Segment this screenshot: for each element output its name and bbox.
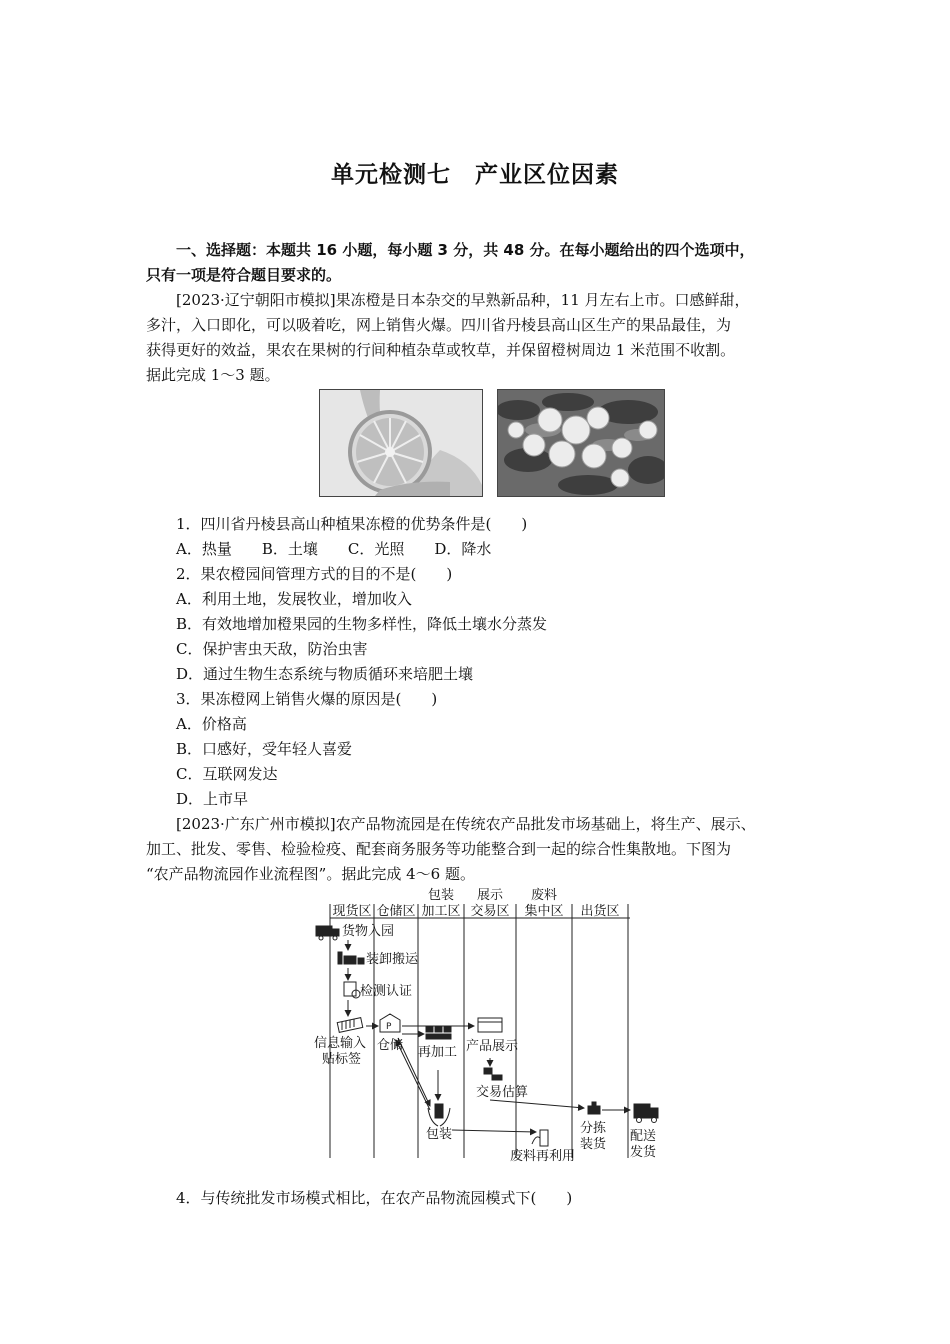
warehouse-icon <box>380 1014 400 1032</box>
step-trade: 交易估算 <box>476 1085 529 1100</box>
step-reprocess: 再加工 <box>418 1045 458 1060</box>
q2-option-c: C．保护害虫天敌，防治虫害 <box>176 640 368 658</box>
barcode-icon <box>337 1018 363 1033</box>
passage1-line4: 据此完成 1～3 题。 <box>146 366 280 384</box>
orange-tree-photo <box>497 389 665 497</box>
step-ship: 发货 <box>630 1145 657 1160</box>
delivery-truck-icon <box>634 1104 658 1123</box>
step-sort: 分拣 <box>580 1121 607 1136</box>
step-info-input: 信息输入 <box>314 1036 367 1051</box>
packaging-icon <box>428 1104 450 1126</box>
zone-storage: 仓储区 <box>376 904 416 919</box>
q3-stem: 3．果冻橙网上销售火爆的原因是( ) <box>176 690 438 708</box>
step-load: 装货 <box>580 1137 607 1152</box>
zone-display-top: 展示 <box>476 888 504 903</box>
passage1-line3: 获得更好的效益，果农在果树的行间种植杂草或牧草，并保留橙树周边 1 米范围不收割。 <box>146 341 736 359</box>
section-instruction-line2: 只有一项是符合题目要求的。 <box>146 266 342 284</box>
q2-option-b: B．有效地增加橙果园的生物多样性，降低土壤水分蒸发 <box>176 615 548 633</box>
orange-half-photo <box>319 389 483 497</box>
trade-icon <box>484 1068 502 1080</box>
step-package: 包装 <box>426 1127 453 1142</box>
q3-option-d: D．上市早 <box>176 790 249 808</box>
zone-waste-bottom: 集中区 <box>524 904 564 919</box>
page-title: 单元检测七 产业区位因素 <box>331 162 619 188</box>
q1-stem: 1．四川省丹棱县高山种植果冻橙的优势条件是( ) <box>176 515 528 533</box>
zone-spot: 现货区 <box>332 904 372 919</box>
q2-option-a: A．利用土地，发展牧业，增加收入 <box>176 590 412 608</box>
passage2-line1: [2023·广东广州市模拟]农产品物流园是在传统农产品批发市场基础上，将生产、展示、 <box>176 815 756 833</box>
q2-stem: 2．果农橙园间管理方式的目的不是( ) <box>176 565 453 583</box>
step-inspect: 检测认证 <box>360 984 413 999</box>
display-icon <box>478 1018 502 1032</box>
q2-option-d: D．通过生物生态系统与物质循环来培肥土壤 <box>176 665 474 683</box>
passage2-line2: 加工、批发、零售、检验检疫、配套商务服务等功能整合到一起的综合性集散地。下图为 <box>146 840 732 858</box>
zone-shipping: 出货区 <box>580 904 620 919</box>
passage1-line1: [2023·辽宁朝阳市模拟]果冻橙是日本杂交的早熟新品种，11 月左右上市。口感鲜甜， <box>176 291 750 309</box>
q3-option-a: A．价格高 <box>176 715 247 733</box>
zone-package-bottom: 加工区 <box>421 904 461 919</box>
step-unload: 装卸搬运 <box>366 952 419 967</box>
passage2-line3: “农产品物流园作业流程图”。据此完成 4～6 题。 <box>146 865 475 883</box>
section-instruction-line1: 一、选择题：本题共 16 小题，每小题 3 分，共 48 分。在每小题给出的四个选项中， <box>176 241 755 259</box>
inspection-icon <box>344 982 360 998</box>
logistics-flowchart <box>300 882 680 1164</box>
sorting-icon <box>588 1102 600 1114</box>
passage1-line2: 多汁，入口即化，可以吸着吃，网上销售火爆。四川省丹棱县高山区生产的果品最佳，为 <box>146 316 732 334</box>
q1-options: A．热量 B．土壤 C．光照 D．降水 <box>176 540 492 558</box>
zone-package-top: 包装 <box>427 888 455 903</box>
processing-icon <box>426 1026 451 1039</box>
step-deliver: 配送 <box>630 1129 657 1144</box>
q4-stem: 4．与传统批发市场模式相比，在农产品物流园模式下( ) <box>176 1189 573 1207</box>
step-goods-in: 货物入园 <box>342 924 395 939</box>
step-waste-reuse: 废料再利用 <box>510 1149 576 1164</box>
step-display: 产品展示 <box>466 1039 519 1054</box>
forklift-icon <box>338 952 364 964</box>
step-storage: 仓储 <box>377 1038 404 1053</box>
q3-option-b: B．口感好，受年轻人喜爱 <box>176 740 353 758</box>
q3-option-c: C．互联网发达 <box>176 765 278 783</box>
zone-waste-top: 废料 <box>530 888 558 903</box>
svg-text:P: P <box>386 1022 392 1032</box>
step-label: 贴标签 <box>322 1052 362 1067</box>
zone-display-bottom: 交易区 <box>470 904 510 919</box>
truck-icon <box>316 926 339 940</box>
